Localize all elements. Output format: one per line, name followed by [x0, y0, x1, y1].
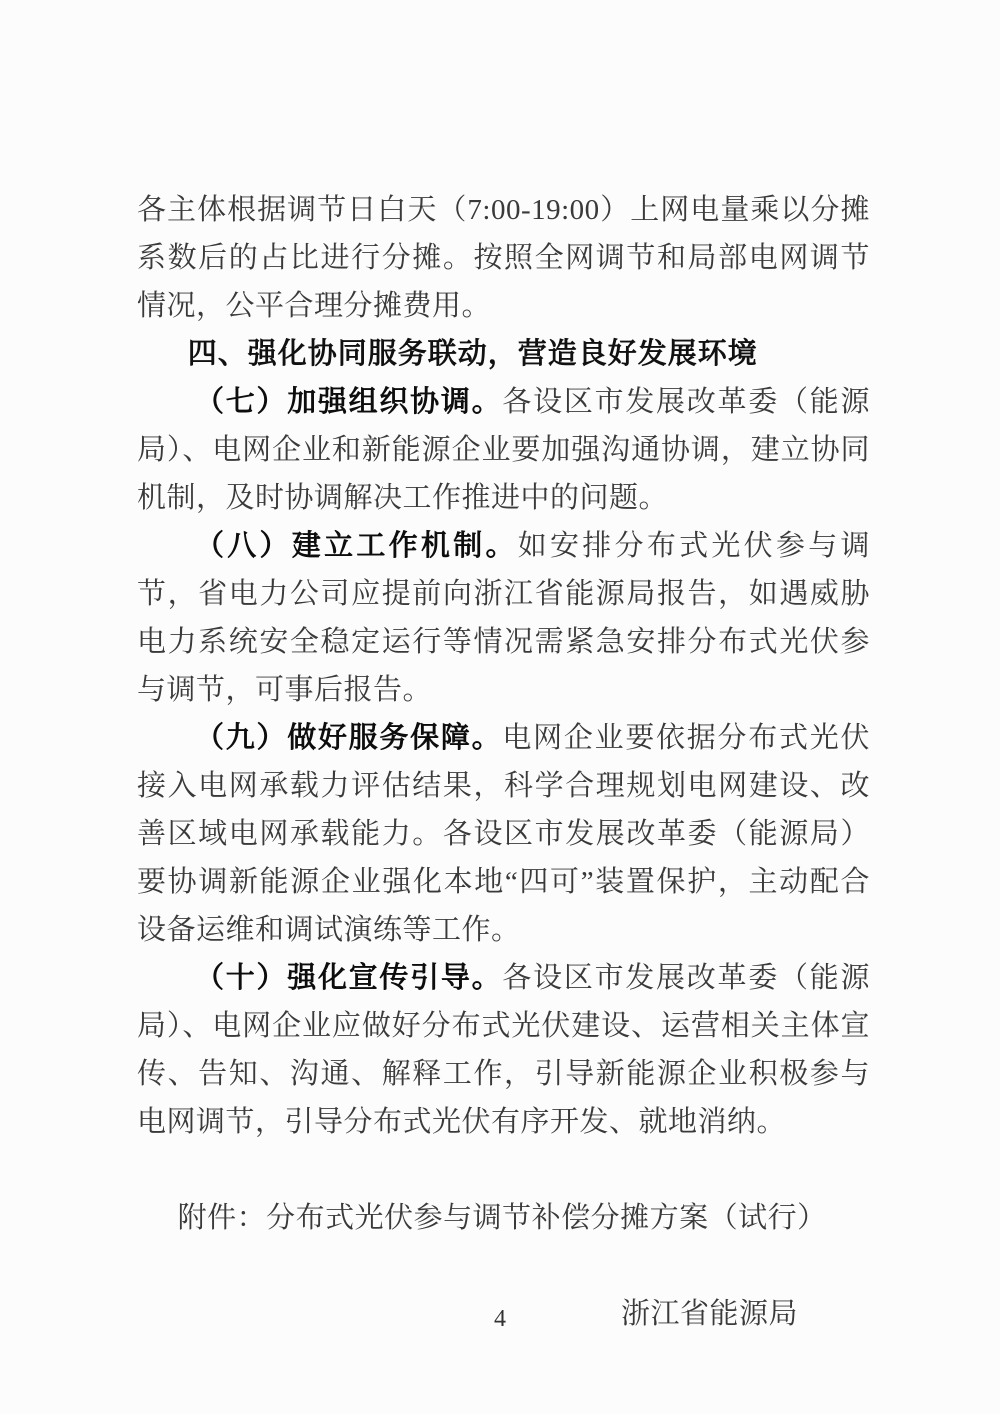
document-body — [137, 186, 870, 1338]
item-9-body: 电网企业要依据分布式光伏接入电网承载力评估结果，科学合理规划电网建设、改善区域电网承载能力。各设区市发展改革委（能源局）要协调新能源企业强化本地“四可”装置保护，主动配合设备运维和调试演练等工作。 — [137, 722, 870, 946]
item-8-lead: （八）建立工作机制。 — [195, 530, 518, 562]
page-number: 4 — [494, 1306, 506, 1332]
paragraph-item-10 — [137, 954, 870, 1146]
section-heading: 四、强化协同服务联动，营造良好发展环境 — [187, 338, 758, 370]
item-7-lead: （七）加强组织协调。 — [195, 386, 503, 418]
item-8-body: 如安排分布式光伏参与调节，省电力公司应提前向浙江省能源局报告，如遇威胁电力系统安全稳定运行等情况需紧急安排分布式光伏参与调节，可事后报告。 — [137, 530, 870, 706]
item-10-body: 各设区市发展改革委（能源局）、电网企业应做好分布式光伏建设、运营相关主体宣传、告知、沟通、解释工作，引导新能源企业积极参与电网调节，引导分布式光伏有序开发、就地消纳。 — [137, 962, 870, 1138]
item-7-body: 各设区市发展改革委（能源局）、电网企业和新能源企业要加强沟通协调，建立协同机制，及时协调解决工作推进中的问题。 — [137, 386, 870, 514]
paragraph-item-8 — [137, 522, 870, 714]
signature-authority: 浙江省能源局 — [620, 1298, 798, 1330]
item-10-lead: （十）强化宣传引导。 — [195, 962, 503, 994]
paragraph-item-7 — [137, 378, 870, 522]
attachment-line: 附件：分布式光伏参与调节补偿分摊方案（试行） — [177, 1202, 827, 1234]
paragraph-item-9 — [137, 714, 870, 954]
item-9-lead: （九）做好服务保障。 — [195, 722, 503, 754]
paragraph-continuation: 各主体根据调节日白天（7:00-19:00）上网电量乘以分摊系数后的占比进行分摊。按照全网调节和局部电网调节情况，公平合理分摊费用。 — [137, 194, 870, 322]
